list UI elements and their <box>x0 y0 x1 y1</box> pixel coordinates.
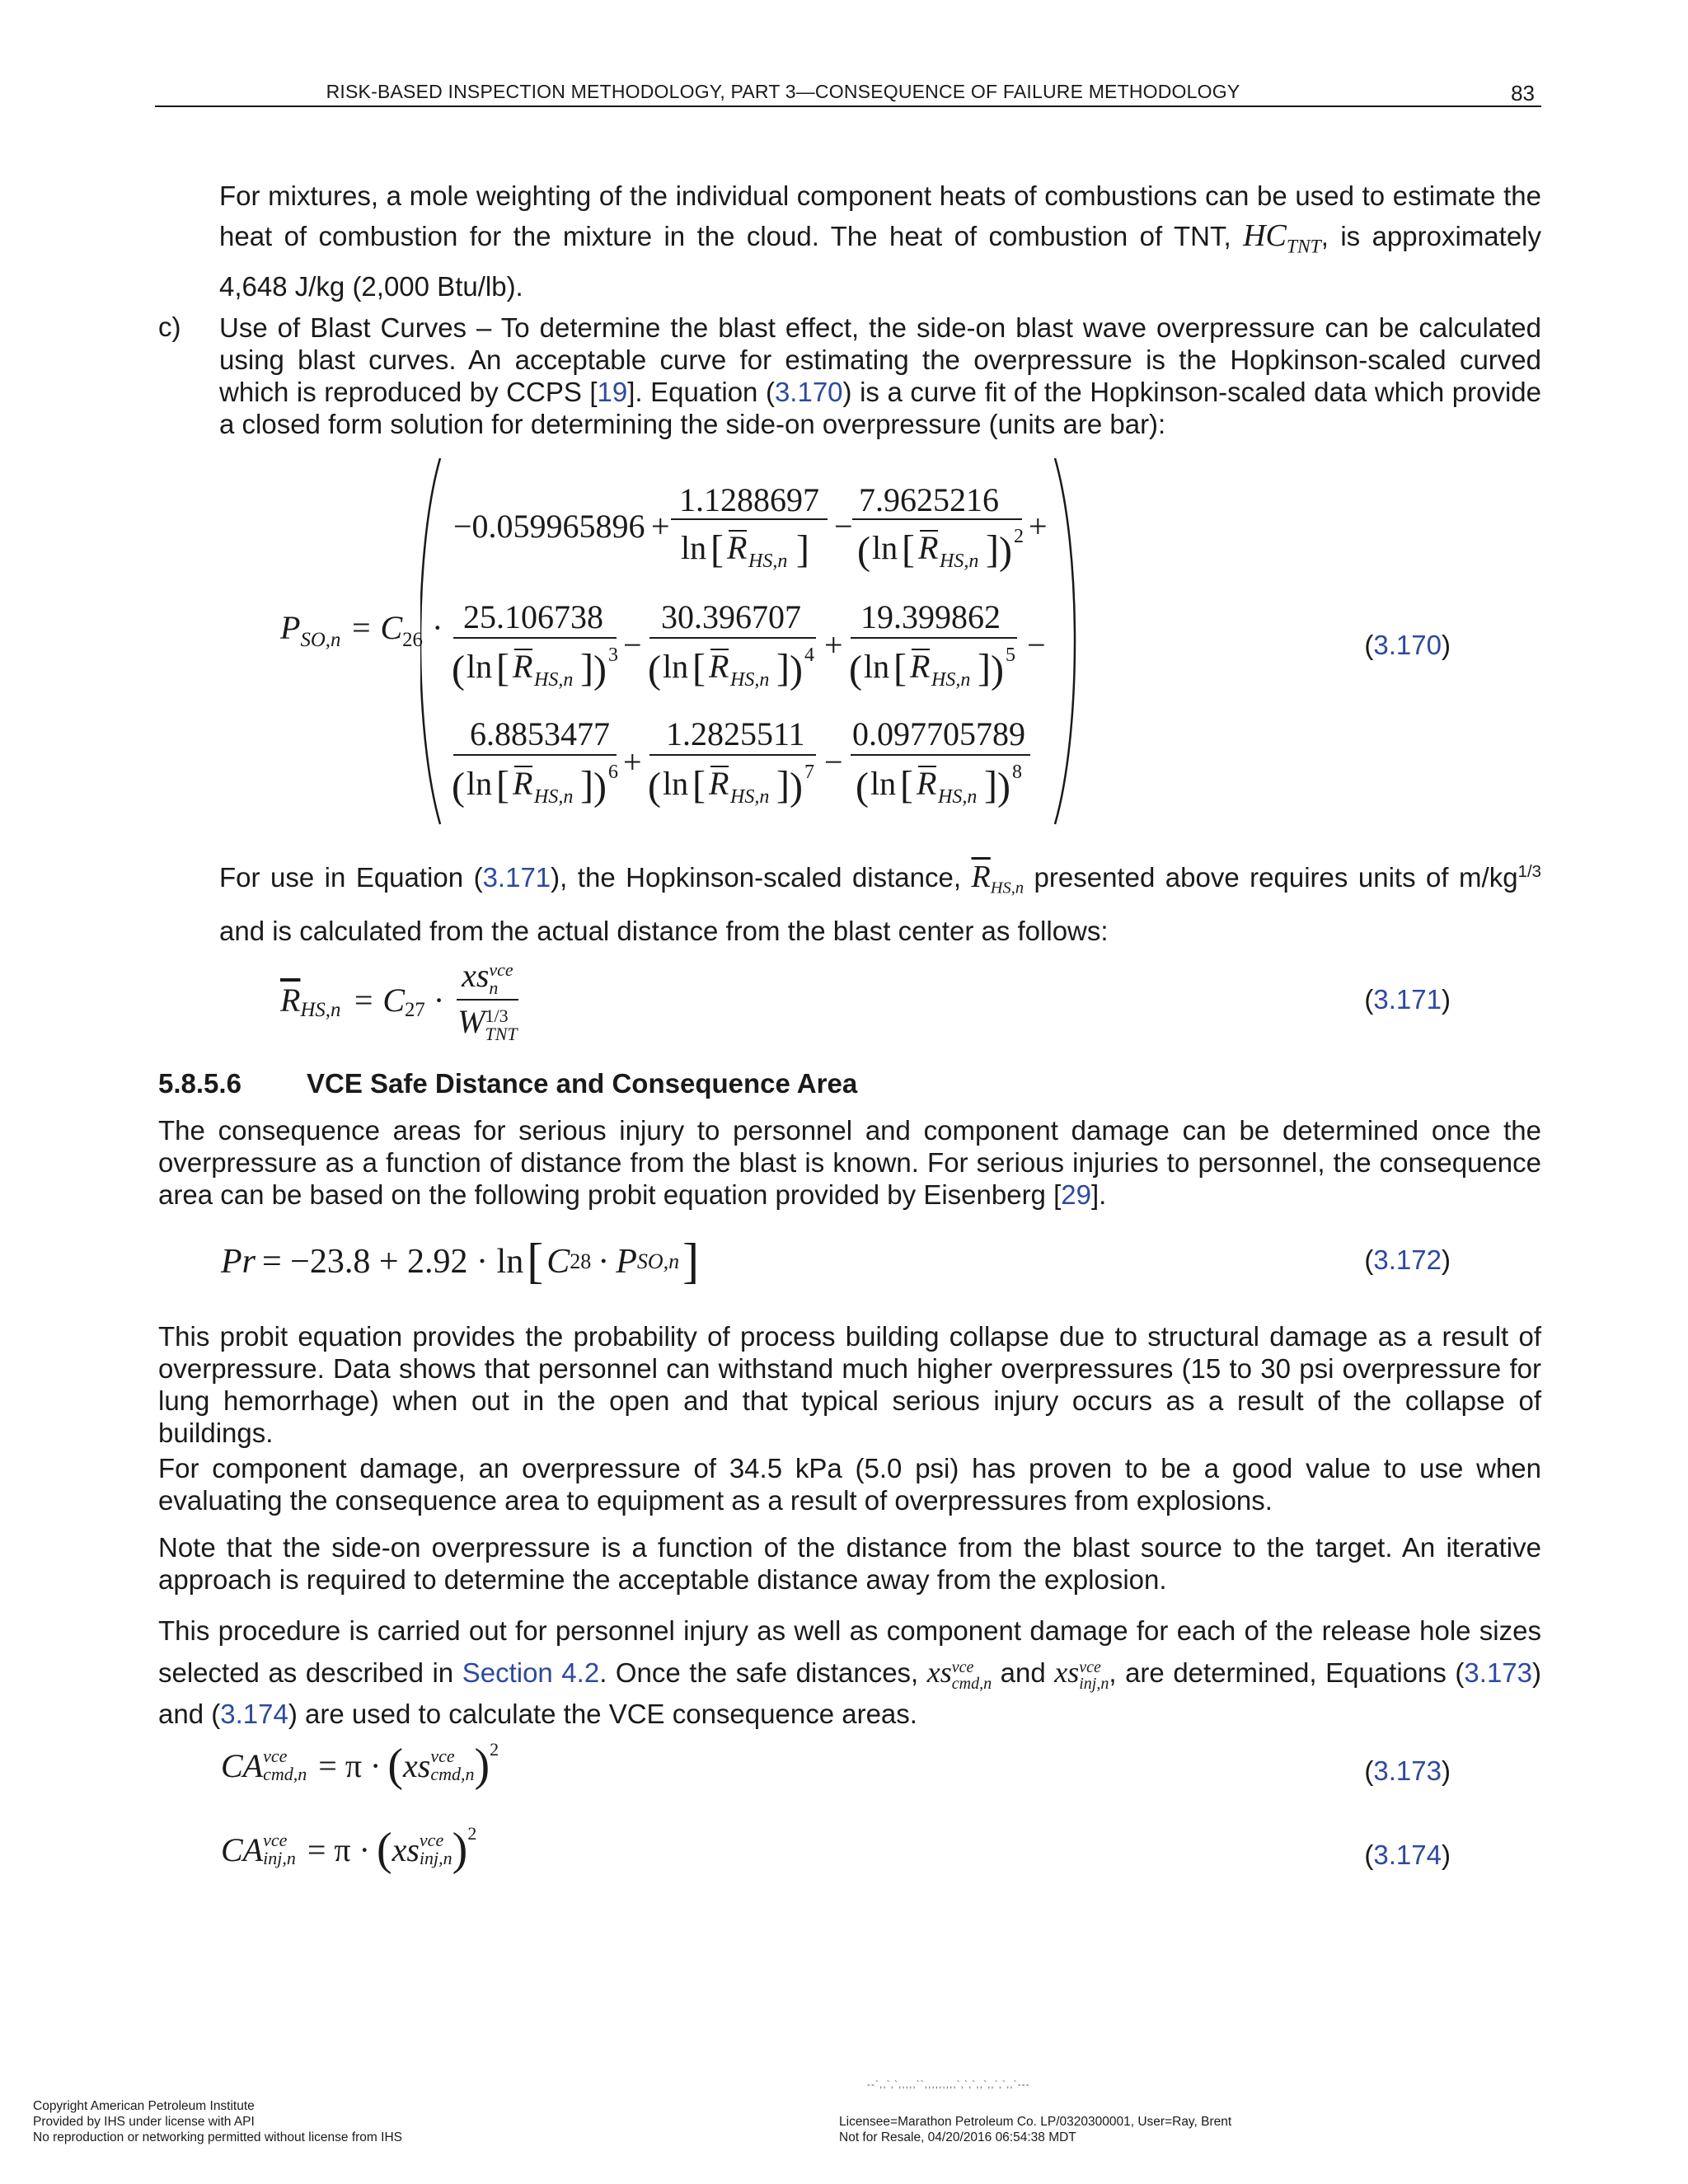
footer-right <box>839 2114 1231 2145</box>
eq3173-paren-open: ( <box>387 1740 404 1791</box>
eq3170-c-sub: 26 <box>402 629 423 651</box>
eq3171-den <box>452 1001 522 1043</box>
eq3172-rhs: = −23.8 + 2.92 · ln <box>262 1242 524 1281</box>
eq3171-xs-scripts <box>489 961 513 997</box>
r-text: R <box>917 765 937 802</box>
running-header <box>157 81 1409 103</box>
footer-provided: Provided by IHS under license with API <box>33 2115 255 2129</box>
r2-minus: − <box>623 626 642 663</box>
eq3174-xs-sub: inj,n <box>419 1848 452 1868</box>
term7-den <box>648 762 814 808</box>
eq3174-rhs: = π · <box>307 1830 370 1868</box>
paragraph-probit: This probit equation provides the probability of process building collapse due to structural damage as a result of overpressure. Data shows that personnel can withstand much higher overpressures (15 to 30 psi overpressure for lung hemorrhage) when out in the open and that typical serious injury occurs as a result of the collapse of buildings. <box>158 1321 1541 1448</box>
ref-eq-3174-link[interactable]: 3.174 <box>220 1699 288 1729</box>
eq3174-ca: CA <box>221 1830 264 1868</box>
bracket-open: [ <box>900 763 913 807</box>
eq3173-number-link[interactable]: 3.173 <box>1373 1755 1442 1786</box>
r-sub: HS,n <box>534 786 574 808</box>
term5-num: 19.399862 <box>860 598 1001 635</box>
paragraph-hopkinson <box>219 851 1541 953</box>
term4-num: 30.396707 <box>661 598 801 635</box>
bracket-close: ] <box>984 763 997 807</box>
para2-text-b: ), the Hopkinson-scaled distance, <box>551 862 962 893</box>
eq3172-pr: Pr <box>221 1242 256 1281</box>
paragraph-component-damage: For component damage, an overpressure of 34.5 kPa (5.0 psi) has proven to be a good value to use when evaluating the consequence area to equipment as a result of overpressures from explosions. <box>158 1453 1541 1516</box>
xs-inj-sup: vce <box>1079 1657 1101 1676</box>
paren-open: ( <box>857 529 870 573</box>
eq3171-r: $\overline{R}$ <box>280 981 301 1019</box>
paren-open: ( <box>452 648 465 691</box>
ln-text: ln <box>681 529 707 566</box>
eq3172-bracket-open: [ <box>527 1234 544 1288</box>
xs-inj-symbol <box>1054 1656 1109 1693</box>
eq3172-dot: · <box>598 1242 610 1281</box>
paren-open: ( <box>648 765 661 808</box>
symbol-hc: HC <box>1243 218 1287 253</box>
header-rule <box>155 105 1541 107</box>
eq3174-xs-scripts <box>420 1831 452 1868</box>
r-text: R <box>513 648 533 685</box>
ln-text: ln <box>663 765 689 802</box>
bracket-open: [ <box>692 763 706 807</box>
eq3174-ca-sup: vce <box>263 1830 288 1850</box>
ref-29-link[interactable]: 29 <box>1061 1179 1091 1210</box>
eq3170-dot: · <box>432 609 443 646</box>
paragraph-iterative: Note that the side-on overpressure is a function of the distance from the blast source to the target. An iterative approach is required to determine the acceptable distance away from the explosion. <box>158 1532 1541 1595</box>
r-sub: HS,n <box>938 786 978 808</box>
eq3171-xs: xs <box>462 957 490 995</box>
eq3173-ca-sup: vce <box>263 1746 288 1766</box>
eq3171-w-scripts <box>485 1007 517 1043</box>
r3-minus: − <box>824 743 843 780</box>
term1-num: 1.1288697 <box>679 481 819 518</box>
para2-text-d: and is calculated from the actual distance from the blast center as follows: <box>219 915 1109 946</box>
xs-cmd-base: xs <box>926 1656 952 1689</box>
item-c-text-a: Use of Blast Curves – To determine the blast effect, the side-on blast wave overpressure can be calculated using blast curves. An acceptable curve for estimating the overpressure is the Hopkinson-scaled curved which is reproduced by CCPS [ <box>219 312 1541 407</box>
eq3172-number-link[interactable]: 3.172 <box>1373 1244 1442 1275</box>
xs-cmd-symbol <box>926 1656 992 1693</box>
para2-text-c: presented above requires units of m/kg <box>1034 862 1518 893</box>
r2-plus: + <box>824 626 843 663</box>
r-sub: HS,n <box>931 669 971 691</box>
eq3173-xs: xs <box>403 1746 431 1784</box>
para7-text-c: , are determined, Equations ( <box>1109 1657 1465 1688</box>
paren-close: ) <box>997 765 1010 808</box>
eq3170-number-link[interactable]: 3.170 <box>1373 630 1442 660</box>
eq3174-ca-sub: inj,n <box>263 1848 296 1868</box>
term8-num: 0.097705789 <box>852 715 1025 752</box>
rhs-symbol: $\overline{R}$ <box>971 860 991 894</box>
term8-den <box>856 762 1022 808</box>
xs-inj-sub: inj,n <box>1079 1674 1109 1693</box>
r1-minus-a: − <box>834 508 853 545</box>
r2-minus-end: − <box>1027 626 1046 663</box>
footer-fingerprint: --`,,`,`,,,,,``,,,,,,,,,`,`,`,,`,,`,`,,`--- <box>867 2079 1030 2090</box>
r3-plus: + <box>623 743 642 780</box>
ln-text: ln <box>467 765 493 802</box>
item-c-text-b: ]. Equation ( <box>627 377 775 407</box>
eq3173-power: 2 <box>490 1739 499 1760</box>
eq3172-p-sub: SO,n <box>636 1249 680 1273</box>
eq3173-xs-sup: vce <box>430 1746 455 1766</box>
term6-num: 6.8853477 <box>470 715 610 752</box>
para7-text-d: ) and ( <box>158 1657 1542 1729</box>
footer-copyright: Copyright American Petroleum Institute <box>33 2099 255 2113</box>
term3-den <box>452 644 618 691</box>
symbol-tnt-sub: TNT <box>1286 236 1321 258</box>
power: 2 <box>1014 526 1024 547</box>
para3-text-b: ]. <box>1090 1179 1107 1210</box>
ref-eq-3170-link[interactable]: 3.170 <box>774 377 843 407</box>
paren-open: ( <box>849 648 862 691</box>
paren-open: ( <box>856 765 869 808</box>
section-4-2-link[interactable]: Section 4.2 <box>462 1657 600 1688</box>
eq3171-xs-sub: n <box>489 977 499 998</box>
r-sub: HS,n <box>730 786 770 808</box>
r-sub: HS,n <box>730 669 770 691</box>
ref-eq-3171-link[interactable]: 3.171 <box>482 862 551 893</box>
header-title-text: RISK-BASED INSPECTION METHODOLOGY, PART 3—CONSEQUENCE OF FAILURE METHODOLOGY <box>326 81 1240 102</box>
term4-den <box>648 644 814 691</box>
eq3171-w-sup: 1/3 <box>485 1005 509 1026</box>
power: 8 <box>1012 762 1022 783</box>
para7-text-e: ) are used to calculate the VCE consequence areas. <box>288 1699 917 1729</box>
section-number: 5.8.5.6 <box>158 1068 241 1099</box>
xs-inj-scripts <box>1079 1659 1109 1692</box>
ref-eq-3173-link[interactable]: 3.173 <box>1464 1657 1533 1688</box>
r-text: R <box>709 648 729 685</box>
bracket-close: ] <box>978 646 991 690</box>
eq3171-fraction <box>452 956 522 1043</box>
eq3171-number-link[interactable]: 3.171 <box>1373 984 1442 1015</box>
eq3174-paren-close: ) <box>452 1824 468 1875</box>
eq3174-xs: xs <box>392 1830 420 1868</box>
power: 6 <box>608 762 618 783</box>
ln-text: ln <box>870 765 897 802</box>
ln-text: ln <box>467 648 493 685</box>
power: 5 <box>1006 644 1015 666</box>
term2-den <box>857 526 1024 573</box>
paren-close: ) <box>593 648 607 691</box>
ln-text: ln <box>663 648 689 685</box>
eq3174-xs-sup: vce <box>419 1830 444 1850</box>
eq3174-number-link[interactable]: 3.174 <box>1373 1840 1442 1870</box>
xs-cmd-scripts <box>952 1659 992 1692</box>
eq3171-c-sub: 27 <box>405 999 425 1021</box>
term1-den <box>681 527 809 572</box>
left-big-paren <box>420 458 440 824</box>
right-big-paren <box>1055 458 1075 824</box>
const-term: −0.059965896 <box>453 508 645 545</box>
term6-den <box>452 762 618 808</box>
xs-cmd-sup: vce <box>951 1657 974 1676</box>
eq3171-w: W <box>457 1003 485 1040</box>
eq3170-p: P <box>280 609 301 646</box>
power: 3 <box>608 644 618 666</box>
units-sup: 1/3 <box>1517 862 1541 881</box>
bracket-close: ] <box>776 646 790 690</box>
r-text: R <box>709 765 729 802</box>
eq3172 <box>221 1233 699 1290</box>
eq3174-paren-open: ( <box>376 1824 392 1875</box>
eq3173-ca-scripts <box>263 1747 307 1783</box>
eq3172-c-sub: 28 <box>570 1249 592 1273</box>
paren-open: ( <box>648 648 661 691</box>
eq3171-w-sub: TNT <box>485 1023 518 1044</box>
eq3174-number: (3.174) <box>1364 1840 1451 1870</box>
bracket-close: ] <box>796 527 809 571</box>
eq3170-lhs <box>280 608 443 652</box>
paren-open: ( <box>452 765 465 808</box>
eq3173-paren-close: ) <box>474 1740 490 1791</box>
bracket-open: [ <box>902 527 915 571</box>
eq3173-xs-scripts <box>430 1747 474 1783</box>
bracket-open: [ <box>692 646 706 690</box>
term7-num: 1.2825511 <box>666 715 805 752</box>
eq3171-dot: · <box>433 981 445 1019</box>
r-text: R <box>727 529 748 566</box>
term3-num: 25.106738 <box>463 598 603 635</box>
eq3171 <box>280 954 523 1045</box>
eq3171-equals-c: = C <box>352 981 406 1019</box>
power: 4 <box>804 644 814 666</box>
r-text: R <box>513 765 533 802</box>
eq3172-c: C <box>546 1242 570 1281</box>
para2-text-a: For use in Equation ( <box>219 862 483 893</box>
paren-close: ) <box>999 529 1012 573</box>
bracket-open: [ <box>710 527 724 571</box>
footer-left <box>33 2098 402 2145</box>
paren-close: ) <box>991 648 1004 691</box>
eq3170-number: (3.170) <box>1364 630 1451 660</box>
para1-text: For mixtures, a mole weighting of the individual component heats of combustions can be used to estimate the heat of combustion for the mixture in the cloud. The heat of combustion of TNT, <box>219 180 1541 251</box>
r1-plus-end: + <box>1029 508 1048 545</box>
footer-not-for-resale: Not for Resale, 04/20/2016 06:54:38 MDT <box>839 2130 1076 2144</box>
page-number: 83 <box>1511 81 1535 105</box>
eq3172-bracket-close: ] <box>682 1234 700 1288</box>
para1-text-end: , is approximately 4,648 J/kg (2,000 Btu/lb). <box>219 221 1542 302</box>
para7-and: and <box>1000 1657 1046 1688</box>
bracket-close: ] <box>986 527 999 571</box>
ref-19-link[interactable]: 19 <box>597 377 628 407</box>
r-text: R <box>910 648 931 685</box>
r1-plus: + <box>651 508 670 545</box>
xs-inj-base: xs <box>1054 1656 1080 1689</box>
paren-close: ) <box>790 765 803 808</box>
bracket-close: ] <box>580 646 593 690</box>
para3-text-a: The consequence areas for serious injury to personnel and component damage can be determined once the overpressure as a function of distance from the blast is known. For serious injuries to personnel, the consequence area can be based on the following probit equation provided by Eisenberg [ <box>158 1115 1541 1210</box>
para7-text-a: This procedure is carried out for personnel injury as well as component damage for each of the release hole sizes selected as described in <box>158 1615 1541 1688</box>
eq3173-xs-sub: cmd,n <box>430 1764 475 1784</box>
r-text: R <box>918 529 939 566</box>
paragraph-mixtures <box>219 176 1541 307</box>
term2-num: 7.9625216 <box>859 481 999 518</box>
eq3170-p-sub: SO,n <box>300 629 341 651</box>
eq3171-number: (3.171) <box>1364 984 1451 1015</box>
paren-close: ) <box>593 765 607 808</box>
term5-den <box>849 644 1015 691</box>
list-marker-c: c) <box>158 312 181 342</box>
bracket-open: [ <box>496 646 509 690</box>
r-sub: HS,n <box>748 551 788 572</box>
eq3171-xs-sup: vce <box>489 959 513 980</box>
eq3173-ca-sub: cmd,n <box>263 1764 307 1784</box>
eq3173-rhs: = π · <box>318 1746 382 1784</box>
eq3170-equals-c: = C <box>349 609 403 646</box>
r-sub: HS,n <box>534 669 574 691</box>
ln-text: ln <box>872 529 898 566</box>
eq3171-r-sub: HS,n <box>300 999 341 1021</box>
paragraph-procedure <box>158 1610 1541 1735</box>
item-c-text-c: ) is a curve fit of the Hopkinson-scaled data which provide a closed form solution for determining the side-on overpressure (units are bar): <box>219 377 1541 439</box>
r-sub: HS,n <box>940 551 979 572</box>
bracket-open: [ <box>496 763 509 807</box>
eq3173 <box>221 1739 499 1792</box>
eq3174 <box>221 1823 476 1876</box>
eq3170-body <box>420 452 1080 831</box>
eq3174-power: 2 <box>467 1823 477 1844</box>
paren-close: ) <box>790 648 803 691</box>
para7-text-b: . Once the safe distances, <box>599 1657 919 1688</box>
bracket-open: [ <box>893 646 907 690</box>
bracket-close: ] <box>580 763 593 807</box>
bracket-close: ] <box>776 763 790 807</box>
ln-text: ln <box>864 648 890 685</box>
eq3173-ca: CA <box>221 1746 264 1784</box>
rhs-symbol-sub: HS,n <box>990 879 1025 898</box>
power: 7 <box>804 762 814 783</box>
eq3172-number: (3.172) <box>1364 1244 1451 1275</box>
eq3173-number: (3.173) <box>1364 1755 1451 1786</box>
eq3171-num <box>457 956 518 1001</box>
xs-cmd-sub: cmd,n <box>951 1674 992 1693</box>
eq3172-p: P <box>616 1242 637 1281</box>
eq3174-ca-scripts <box>263 1831 296 1868</box>
paragraph-blast-curves <box>219 312 1541 440</box>
footer-no-reproduction: No reproduction or networking permitted without license from IHS <box>33 2130 402 2144</box>
symbol-hc-tnt <box>1243 218 1321 258</box>
paragraph-consequence-areas <box>158 1114 1541 1211</box>
footer-licensee: Licensee=Marathon Petroleum Co. LP/0320300001, User=Ray, Brent <box>839 2115 1232 2129</box>
section-title: VCE Safe Distance and Consequence Area <box>307 1068 858 1099</box>
